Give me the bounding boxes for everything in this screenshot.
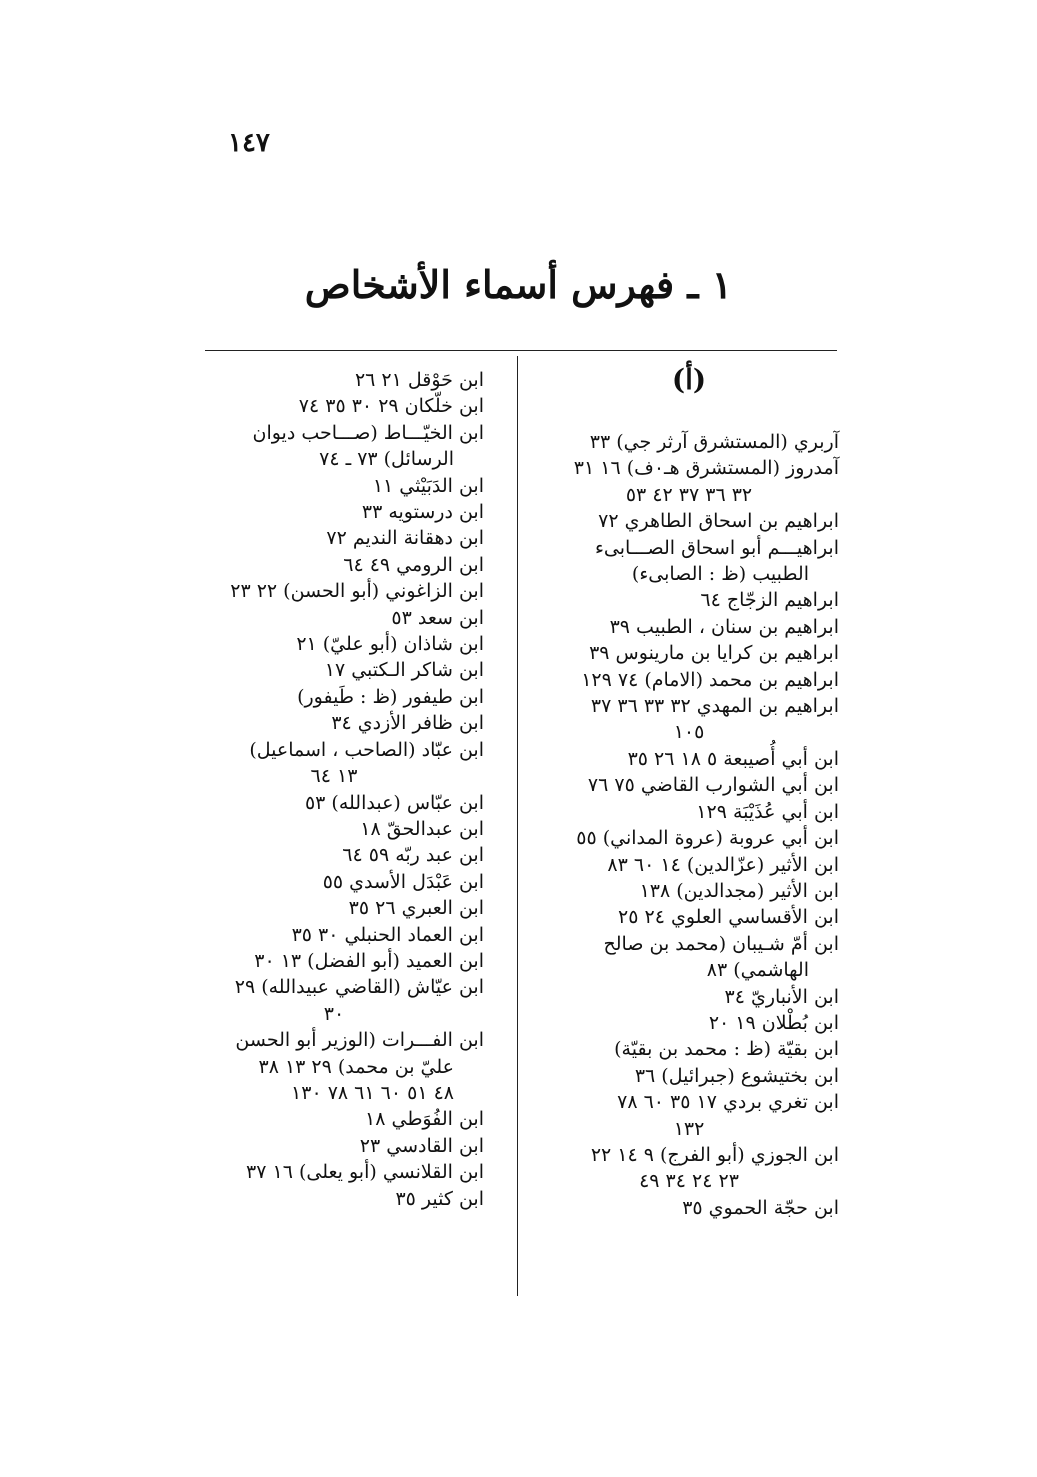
index-entry-continuation: الطبيب (ظ : الصابىء) bbox=[631, 563, 809, 586]
index-entry: ابن درستويه ٣٣ bbox=[361, 501, 484, 524]
index-entry: ابن عبدالحقّ ١٨ bbox=[360, 817, 484, 840]
index-entry: ابن العماد الحنبلي ٣٠ ٣٥ bbox=[291, 923, 484, 946]
index-entry: ابن عَبْدَل الأسدي ٥٥ bbox=[322, 870, 484, 893]
index-entry-continuation: الرسائل) ٧٣ ـ ٧٤ bbox=[319, 448, 454, 471]
index-entry: ابن الدَبَيْثي ١١ bbox=[372, 474, 484, 497]
index-entry-continuation: ١٣٢ bbox=[673, 1117, 705, 1140]
index-entry: ابن عيّاش (القاضي عبيدالله) ٢٩ bbox=[234, 976, 484, 999]
index-entry: ابراهيم الزجّاج ٦٤ bbox=[700, 589, 839, 612]
index-entry: ابن أمّ شـيبان (محمد بن صالح bbox=[603, 932, 839, 955]
index-entry: ابن شاذان (أبو عليّ) ٢١ bbox=[296, 633, 484, 656]
index-entry: ابراهيم بن سنان ، الطبيب ٣٩ bbox=[609, 615, 839, 638]
index-entry-continuation: ٣٠ bbox=[323, 1002, 345, 1025]
top-rule bbox=[205, 350, 837, 351]
index-entry: ابن القادسي ٢٣ bbox=[359, 1134, 484, 1157]
index-entry-continuation: ٤٨ ٥١ ٦٠ ٦١ ٧٨ ١٣٠ bbox=[291, 1081, 454, 1104]
index-entry: ابن طيفور (ظ : طَيفور) bbox=[297, 685, 484, 708]
index-entry: ابن دهقانة النديم ٧٢ bbox=[326, 527, 484, 550]
index-entry: ابن عبّاس (عبدالله) ٥٣ bbox=[304, 791, 484, 814]
index-entry-continuation: ٣٢ ٣٦ ٣٧ ٤٢ ٥٣ bbox=[625, 483, 753, 506]
index-entry: ابن حَوْقل ٢١ ٢٦ bbox=[354, 369, 484, 391]
index-entry: ابن حجّة الحموي ٣٥ bbox=[682, 1196, 839, 1219]
index-column-right bbox=[539, 363, 839, 1221]
index-entry: ابن الأقساسي العلوي ٢٤ ٢٥ bbox=[618, 906, 839, 929]
index-entry: ابراهيم بن المهدي ٣٢ ٣٣ ٣٦ ٣٧ bbox=[590, 695, 839, 718]
index-entry: ابراهيم بن كرايا بن مارينوس ٣٩ bbox=[589, 642, 839, 665]
index-entry: آمدروز (المستشرق هـ٠ف) ١٦ ٣١ bbox=[573, 457, 839, 480]
index-entry: ابن كثير ٣٥ bbox=[395, 1187, 484, 1210]
index-entry: ابراهيـــم أبو اسحاق الصـــابىء bbox=[594, 536, 839, 559]
index-entry: ابن الفُوَطي ١٨ bbox=[365, 1108, 484, 1131]
index-entry: ابن بقيّة (ظ : محمد بن بقيّة) bbox=[614, 1038, 839, 1061]
page-number: ١٤٧ bbox=[228, 128, 270, 158]
index-column-left bbox=[184, 367, 484, 1212]
index-entry: ابن عبد ربّه ٥٩ ٦٤ bbox=[342, 844, 484, 867]
index-entry: ابن القلانسي (أبو يعلى) ١٦ ٣٧ bbox=[246, 1161, 484, 1184]
index-entry: ابن الزاغوني (أبو الحسن) ٢٢ ٢٣ bbox=[230, 580, 484, 603]
index-entry-continuation: الهاشمي) ٨٣ bbox=[706, 959, 809, 982]
index-entry: ابن بُطْلان ١٩ ٢٠ bbox=[708, 1011, 839, 1034]
index-entry: ابن الفـــرات (الوزير أبو الحسن bbox=[235, 1029, 484, 1052]
index-entry: ابن العبري ٢٦ ٣٥ bbox=[348, 897, 484, 920]
column-divider bbox=[517, 356, 518, 1296]
index-entry-continuation: ٢٣ ٢٤ ٣٤ ٤٩ bbox=[639, 1170, 739, 1193]
page-title: ١ ـ فهرس أسماء الأشخاص bbox=[304, 262, 733, 307]
index-entry: ابن سعد ٥٣ bbox=[391, 606, 484, 629]
index-entry: ابن تغري بردي ١٧ ٣٥ ٦٠ ٧٨ bbox=[617, 1091, 839, 1114]
index-entry: ابن عبّاد (الصاحب ، اسماعيل) bbox=[249, 738, 484, 761]
index-entry: ابن الأثير (عزّالدين) ١٤ ٦٠ ٨٣ bbox=[607, 853, 839, 876]
index-entry: ابن خلّكان ٢٩ ٣٠ ٣٥ ٧٤ bbox=[298, 395, 484, 418]
index-entry: ابن الجوزي (أبو الفرج) ٩ ١٤ ٢٢ bbox=[590, 1143, 839, 1166]
index-entry: آربري (المستشرق آرثر جي) ٣٣ bbox=[589, 431, 839, 453]
index-entry: ابن الأنباريّ ٣٤ bbox=[724, 985, 839, 1008]
index-entry-continuation: عليّ بن محمد) ٢٩ ١٣ ٣٨ bbox=[258, 1055, 454, 1078]
index-entry: ابن أبي عُذَيْبَة ١٢٩ bbox=[696, 800, 839, 823]
index-entry: ابن أبي الشوارب القاضي ٧٥ ٧٦ bbox=[587, 774, 839, 797]
index-entry-continuation: ١٠٥ bbox=[673, 721, 705, 744]
index-entry: ابن أبي أُصيبعة ٥ ١٨ ٢٦ ٣٥ bbox=[627, 747, 839, 770]
letter-heading: (أ) bbox=[671, 363, 707, 396]
index-entry: ابن أبي عروبة (عروة المداني) ٥٥ bbox=[576, 827, 839, 850]
index-entry: ابن الأثير (مجدالدين) ١٣٨ bbox=[639, 879, 839, 902]
index-entry-continuation: ١٣ ٦٤ bbox=[310, 765, 358, 788]
index-entry: ابن بختيشوع (جبرائيل) ٣٦ bbox=[634, 1064, 839, 1087]
index-entry: ابن شاكر الـكتبي ١٧ bbox=[324, 659, 484, 682]
index-entry: ابراهيم بن اسحاق الطاهري ٧٢ bbox=[598, 510, 839, 533]
index-entry: ابراهيم بن محمد (الامام) ٧٤ ١٢٩ bbox=[581, 668, 839, 691]
index-entry: ابن العميد (أبو الفضل) ١٣ ٣٠ bbox=[254, 949, 484, 972]
index-entry: ابن الخيّـــاط (صـــاحب ديوان bbox=[252, 421, 484, 444]
index-entry: ابن الرومي ٤٩ ٦٤ bbox=[343, 553, 484, 576]
index-entry: ابن ظافر الأزدي ٣٤ bbox=[331, 712, 484, 735]
